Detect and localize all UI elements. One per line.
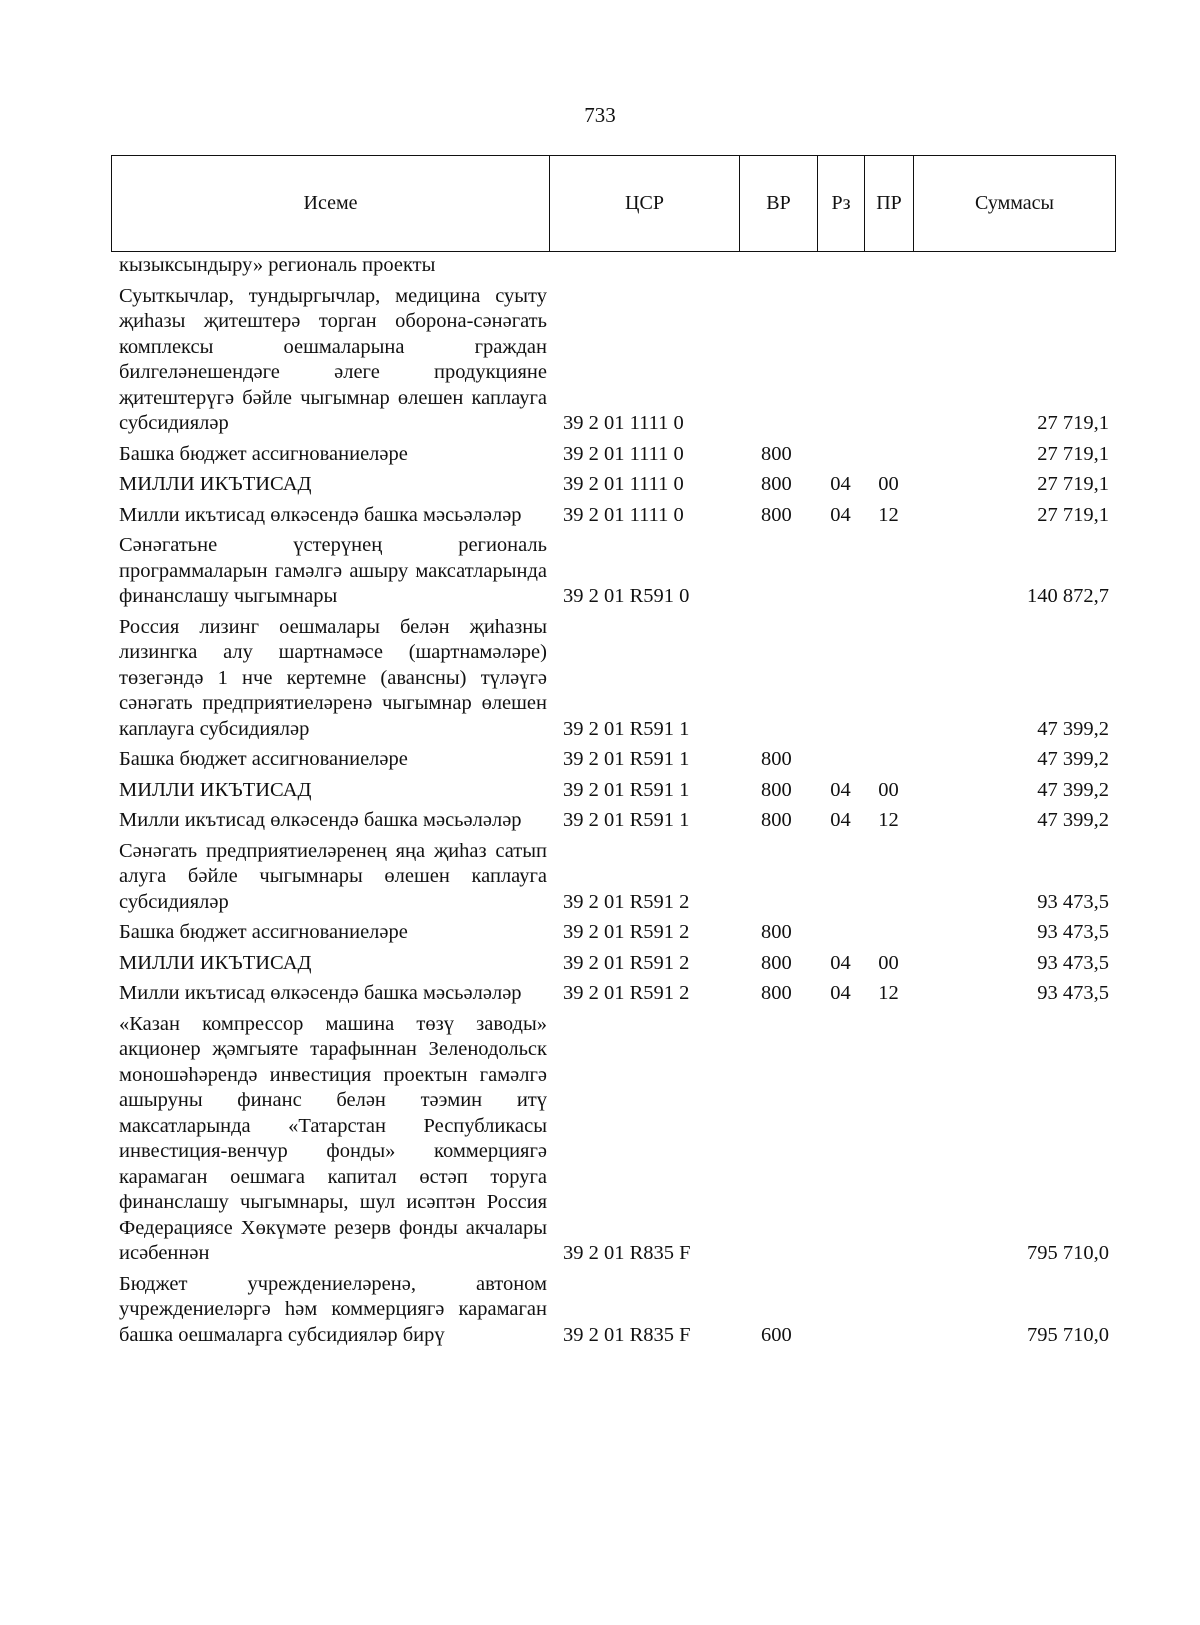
cell-name: Милли икътисад өлкәсендә башка мәсьәләләр <box>119 809 522 831</box>
cell-rz: 04 <box>830 473 851 495</box>
cell-pr: 12 <box>878 503 899 526</box>
cell-name: кызыксындыру» региональ проекты <box>119 254 436 276</box>
cell-sum: 93 473,5 <box>1037 921 1109 943</box>
page-number: 733 <box>584 103 616 127</box>
cell-name: МИЛЛИ ИКЪТИСАД <box>119 473 312 495</box>
cell-sum: 140 872,7 <box>1027 585 1109 607</box>
cell-csr: 39 2 01 R835 F <box>563 1242 691 1264</box>
table-row <box>111 747 1115 773</box>
cell-rz: 04 <box>830 503 851 526</box>
table-row <box>111 1012 1115 1267</box>
cell-vr: 800 <box>761 921 792 943</box>
cell-csr: 39 2 01 R591 2 <box>563 951 690 974</box>
table-row <box>111 472 1115 498</box>
cell-sum: 47 399,2 <box>1037 809 1109 831</box>
cell-sum: 93 473,5 <box>1037 890 1109 913</box>
cell-rz: 04 <box>830 778 851 801</box>
cell-vr: 600 <box>761 1323 792 1346</box>
cell-rz: 04 <box>830 951 851 974</box>
cell-pr: 12 <box>878 982 899 1004</box>
table-row <box>111 284 1115 437</box>
cell-sum: 93 473,5 <box>1037 951 1109 974</box>
cell-name: Сәнәгатьне үстерүнең региональ программаларын гамәлгә ашыру максатларында финанслашу чыгымнары <box>119 534 547 607</box>
column-header-csr: ЦСР <box>550 156 740 252</box>
cell-name: МИЛЛИ ИКЪТИСАД <box>119 778 312 801</box>
cell-name: Башка бюджет ассигнованиеләре <box>119 921 408 943</box>
cell-sum: 47 399,2 <box>1037 748 1109 770</box>
table-row <box>111 533 1115 610</box>
cell-csr: 39 2 01 1111 0 <box>563 473 684 495</box>
table-row <box>111 839 1115 916</box>
cell-name: Милли икътисад өлкәсендә башка мәсьәләләр <box>119 503 522 526</box>
column-header-rz: Рз <box>818 156 865 252</box>
cell-csr: 39 2 01 R835 F <box>563 1323 691 1346</box>
cell-name: Сәнәгать предприятиеләренең яңа җиһаз сатып алуга бәйле чыгымнары өлешен каплауга субсидияләр <box>119 839 547 913</box>
cell-sum: 47 399,2 <box>1037 778 1109 801</box>
cell-vr: 800 <box>761 748 792 770</box>
cell-pr: 00 <box>878 473 899 495</box>
cell-csr: 39 2 01 R591 1 <box>563 717 690 740</box>
cell-sum: 27 719,1 <box>1037 503 1109 526</box>
table-row <box>111 442 1115 468</box>
cell-name: МИЛЛИ ИКЪТИСАД <box>119 951 312 974</box>
column-header-sum: Суммасы <box>914 156 1116 252</box>
cell-vr: 800 <box>761 442 792 465</box>
table-row <box>111 778 1115 804</box>
cell-vr: 800 <box>761 473 792 495</box>
cell-csr: 39 2 01 R591 1 <box>563 809 690 831</box>
cell-sum: 795 710,0 <box>1027 1242 1109 1264</box>
table-header <box>111 155 1116 252</box>
column-header-pr: ПР <box>865 156 914 252</box>
cell-sum: 795 710,0 <box>1027 1323 1109 1346</box>
table-row <box>111 808 1115 834</box>
cell-vr: 800 <box>761 778 792 801</box>
table-row <box>111 951 1115 977</box>
cell-csr: 39 2 01 1111 0 <box>563 412 684 434</box>
cell-sum: 47 399,2 <box>1037 717 1109 740</box>
cell-csr: 39 2 01 R591 1 <box>563 778 690 801</box>
cell-csr: 39 2 01 1111 0 <box>563 503 684 526</box>
cell-name: Россия лизинг оешмалары белән җиһазны лизингка алу шартнамәсе (шартнамәләре) төзегәндә 1 нче кертемне (авансны) түләүгә сәнәгать предприятиеләренә чыгымнар өлешен каплауга субсидияләр <box>119 615 547 740</box>
table-row <box>111 920 1115 946</box>
cell-name: Милли икътисад өлкәсендә башка мәсьәләләр <box>119 982 522 1004</box>
cell-name: Суыткычлар, тундыргычлар, медицина суыту җиһазы җитештерә торган оборона-сәнәгать комплексы оешмаларына граждан билгеләнешендәге әлеге продукцияне җитештерүгә бәйле чыгымнар өлешен каплауга субсидияләр <box>119 284 547 434</box>
cell-pr: 12 <box>878 809 899 831</box>
cell-vr: 800 <box>761 503 792 526</box>
table-row <box>111 503 1115 529</box>
cell-rz: 04 <box>830 982 851 1004</box>
column-header-vr: ВР <box>740 156 818 252</box>
cell-sum: 27 719,1 <box>1037 412 1109 434</box>
cell-name: Башка бюджет ассигнованиеләре <box>119 442 408 465</box>
cell-csr: 39 2 01 1111 0 <box>563 442 684 465</box>
cell-name: Бюджет учреждениеләренә, автоном учреждениеләргә һәм коммерциягә карамаган башка оешмаларга субсидияләр бирү <box>119 1272 547 1346</box>
table-row <box>111 981 1115 1007</box>
table-row <box>111 253 1115 279</box>
cell-vr: 800 <box>761 982 792 1004</box>
cell-pr: 00 <box>878 778 899 801</box>
cell-sum: 27 719,1 <box>1037 473 1109 495</box>
table-row <box>111 1272 1115 1349</box>
cell-sum: 27 719,1 <box>1037 442 1109 465</box>
cell-csr: 39 2 01 R591 2 <box>563 982 690 1004</box>
cell-csr: 39 2 01 R591 1 <box>563 748 690 770</box>
column-header-name: Исеме <box>112 156 550 252</box>
cell-name: Башка бюджет ассигнованиеләре <box>119 748 408 770</box>
table-row <box>111 615 1115 743</box>
cell-pr: 00 <box>878 951 899 974</box>
cell-csr: 39 2 01 R591 2 <box>563 921 690 943</box>
cell-vr: 800 <box>761 809 792 831</box>
cell-rz: 04 <box>830 809 851 831</box>
cell-csr: 39 2 01 R591 2 <box>563 890 690 913</box>
cell-vr: 800 <box>761 951 792 974</box>
cell-name: «Казан компрессор машина төзү заводы» акционер җәмгыяте тарафыннан Зеленодольск моношәһәрендә инвестиция проектын гамәлгә ашыруны финанс белән тәэмин итү максатларында «Татарстан Республикасы инвестиция-венчур фонды» коммерциягә карамаган оешмага капитал өстәп торуга финанслашу чыгымнары, шул исәптән Россия Федерациясе Хөкүмәте резерв фонды акчалары исәбеннән <box>119 1012 547 1264</box>
cell-sum: 93 473,5 <box>1037 982 1109 1004</box>
table-body <box>111 253 1115 1348</box>
cell-csr: 39 2 01 R591 0 <box>563 585 690 607</box>
